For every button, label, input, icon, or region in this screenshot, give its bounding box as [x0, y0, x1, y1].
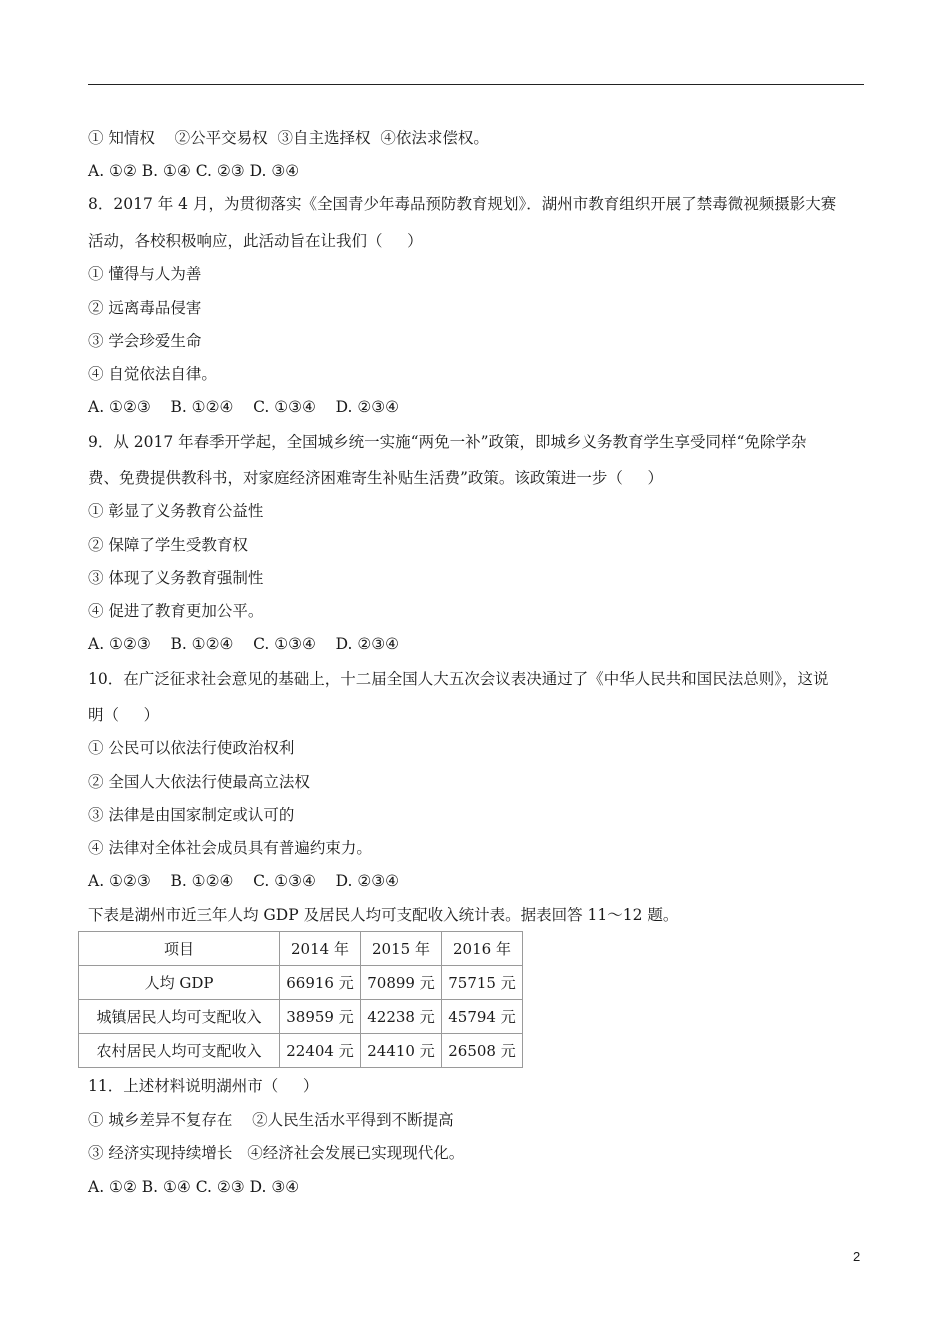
table-intro: 下表是湖州市近三年人均 GDP 及居民人均可支配收入统计表。据表回答 11～12 题。	[88, 906, 679, 924]
table-cell: 22404 元	[280, 1034, 361, 1068]
table-header-row	[79, 932, 523, 966]
table-cell: 42238 元	[361, 1000, 442, 1034]
q10-option-1: ① 公民可以依法行使政治权利	[88, 739, 295, 757]
q8-answers: A. ①②③ B. ①②④ C. ①③④ D. ②③④	[88, 398, 400, 416]
header-rule	[88, 84, 864, 85]
table-header-cell: 2014 年	[280, 932, 361, 966]
table-cell: 24410 元	[361, 1034, 442, 1068]
table-cell: 人均 GDP	[79, 966, 280, 1000]
table-row	[79, 1000, 523, 1034]
q10-stem-line2: 明（ ）	[88, 706, 160, 724]
q8-option-2: ② 远离毒品侵害	[88, 299, 202, 317]
q10-stem-line1: 10．在广泛征求社会意见的基础上，十二届全国人大五次会议表决通过了《中华人民共和国民法总则》，这说	[88, 670, 829, 688]
q9-answers: A. ①②③ B. ①②④ C. ①③④ D. ②③④	[88, 635, 400, 653]
table-cell: 75715 元	[442, 966, 523, 1000]
q9-stem-line2: 费、免费提供教科书，对家庭经济困难寄生补贴生活费”政策。该政策进一步（ ）	[88, 469, 664, 487]
q9-option-3: ③ 体现了义务教育强制性	[88, 569, 264, 587]
table-row	[79, 1034, 523, 1068]
q7-answers: A. ①② B. ①④ C. ②③ D. ③④	[88, 162, 300, 180]
q9-option-1: ① 彰显了义务教育公益性	[88, 502, 264, 520]
statistics-table	[78, 931, 523, 1068]
q8-option-3: ③ 学会珍爱生命	[88, 332, 202, 350]
table-cell: 38959 元	[280, 1000, 361, 1034]
q10-option-4: ④ 法律对全体社会成员具有普遍约束力。	[88, 839, 372, 857]
table-header-cell: 项目	[79, 932, 280, 966]
q9-stem-line1: 9．从 2017 年春季开学起，全国城乡统一实施“两免一补”政策，即城乡义务教育学生享受同样“免除学杂	[88, 433, 807, 451]
q8-stem-line2: 活动，各校积极响应，此活动旨在让我们（ ）	[88, 232, 423, 250]
table-header-cell: 2015 年	[361, 932, 442, 966]
q7-options: ① 知情权 ②公平交易权 ③自主选择权 ④依法求偿权。	[88, 129, 489, 147]
table-header-cell: 2016 年	[442, 932, 523, 966]
q11-stem: 11．上述材料说明湖州市（ ）	[88, 1077, 319, 1095]
table-cell: 45794 元	[442, 1000, 523, 1034]
q9-option-4: ④ 促进了教育更加公平。	[88, 602, 264, 620]
q10-option-3: ③ 法律是由国家制定或认可的	[88, 806, 295, 824]
table-cell: 70899 元	[361, 966, 442, 1000]
q8-option-4: ④ 自觉依法自律。	[88, 365, 217, 383]
q10-option-2: ② 全国人大依法行使最高立法权	[88, 773, 310, 791]
page-number: 2	[853, 1249, 861, 1264]
table-cell: 26508 元	[442, 1034, 523, 1068]
table-row	[79, 966, 523, 1000]
table-cell: 农村居民人均可支配收入	[79, 1034, 280, 1068]
q8-option-1: ① 懂得与人为善	[88, 265, 202, 283]
q11-options-line1: ① 城乡差异不复存在 ②人民生活水平得到不断提高	[88, 1111, 454, 1129]
q11-options-line2: ③ 经济实现持续增长 ④经济社会发展已实现现代化。	[88, 1144, 465, 1162]
table-cell: 66916 元	[280, 966, 361, 1000]
table-cell: 城镇居民人均可支配收入	[79, 1000, 280, 1034]
q10-answers: A. ①②③ B. ①②④ C. ①③④ D. ②③④	[88, 872, 400, 890]
q9-option-2: ② 保障了学生受教育权	[88, 536, 248, 554]
q8-stem-line1: 8．2017 年 4 月，为贯彻落实《全国青少年毒品预防教育规划》．湖州市教育组织开展了禁毒微视频摄影大赛	[88, 195, 837, 213]
q11-answers: A. ①② B. ①④ C. ②③ D. ③④	[88, 1178, 300, 1196]
